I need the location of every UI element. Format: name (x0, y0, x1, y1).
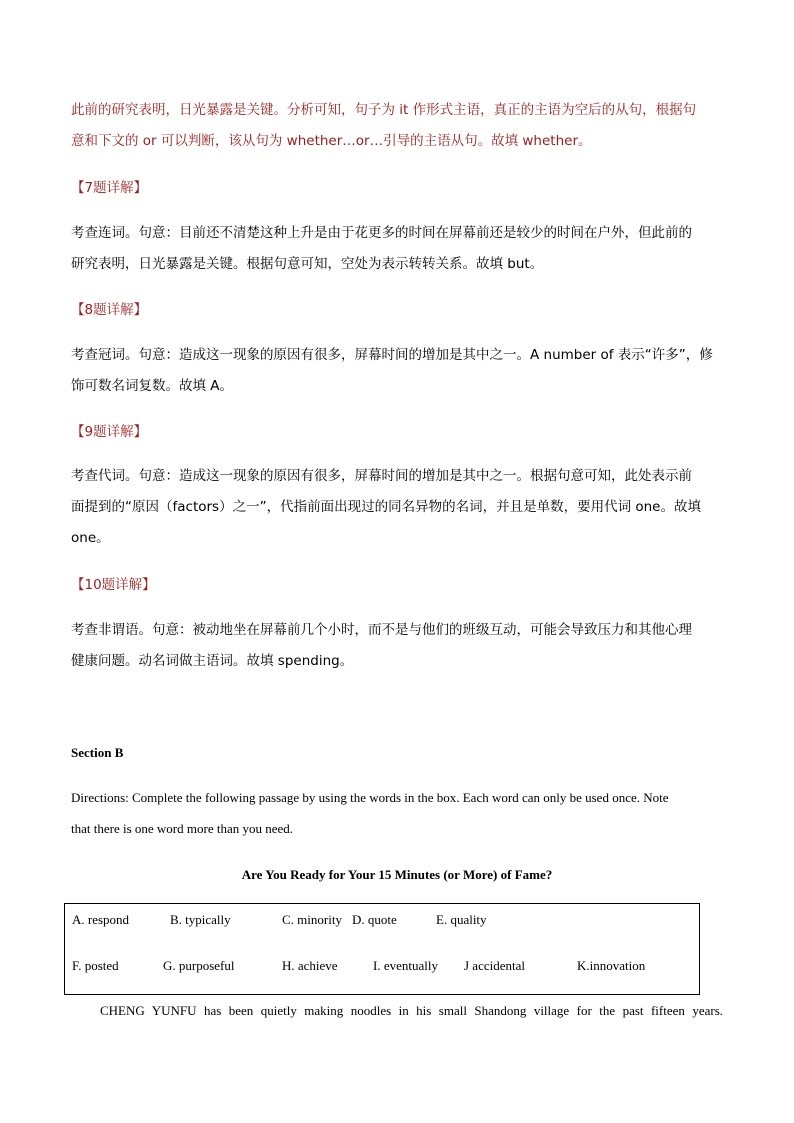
q8-line-2: 饰可数名词复数。故填 A。 (71, 378, 234, 394)
q10-heading: 【10题详解】 (71, 577, 156, 593)
word-option: F. posted (72, 958, 119, 973)
q7-line-2: 研究表明，日光暴露是关键。根据句意可知，空处为表示转转关系。故填 but。 (71, 256, 544, 272)
q9-explanation (71, 461, 723, 554)
previous-answer-line-2: 意和下文的 or 可以判断，该从句为 whether…or…引导的主语从句。故填 whether。 (71, 133, 592, 149)
directions-line-1: Directions: Complete the following passage by using the words in the box. Each word can only be used once. Note (71, 790, 669, 805)
q8-line-1: 考查冠词。句意：造成这一现象的原因有很多，屏幕时间的增加是其中之一。A number of 表示“许多”，修 (71, 347, 713, 363)
word-option: C. minority (282, 912, 342, 927)
previous-answer-line-1: 此前的研究表明，日光暴露是关键。分析可知，句子为 it 作形式主语，真正的主语为空后的从句，根据句 (71, 102, 697, 118)
directions (71, 782, 723, 844)
word-option: K.innovation (577, 958, 646, 973)
word-option: I. eventually (373, 958, 438, 973)
word-option: A. respond (72, 912, 130, 927)
q9-line-3: one。 (71, 530, 110, 546)
q8-heading: 【8题详解】 (71, 302, 148, 318)
q7-explanation (71, 218, 723, 280)
q10-line-2: 健康问题。动名词做主语词。故填 spending。 (71, 653, 354, 669)
word-option: B. typically (170, 912, 231, 927)
word-option: D. quote (352, 912, 397, 927)
q7-line-1: 考查连词。句意：目前还不清楚这种上升是由于花更多的时间在屏幕前还是较少的时间在户外，但此前的 (71, 225, 692, 241)
word-option: H. achieve (282, 958, 338, 973)
previous-answer-paragraph (71, 95, 723, 157)
section-title: Section B (71, 745, 124, 760)
q9-line-2: 面提到的“原因（factors）之一”，代指前面出现过的同名异物的名词，并且是单数，要用代词 one。故填 (71, 499, 701, 515)
passage-title: Are You Ready for Your 15 Minutes (or More) of Fame? (241, 867, 553, 882)
q9-line-1: 考查代词。句意：造成这一现象的原因有很多，屏幕时间的增加是其中之一。根据句意可知，此处表示前 (71, 468, 692, 484)
word-option: J accidental (464, 958, 525, 973)
word-option: E. quality (436, 912, 487, 927)
q10-line-1: 考查非谓语。句意：被动地坐在屏幕前几个小时，而不是与他们的班级互动，可能会导致压力和其他心理 (71, 622, 692, 638)
passage-first-line: CHENG YUNFU has been quietly making noodles in his small Shandong village for the past fifteen years. (100, 1003, 723, 1018)
word-option: G. purposeful (163, 958, 235, 973)
q10-explanation (71, 615, 723, 677)
directions-line-2: that there is one word more than you need. (71, 821, 294, 836)
q8-explanation (71, 340, 723, 402)
q7-heading: 【7题详解】 (71, 180, 148, 196)
word-box (64, 903, 700, 995)
q9-heading: 【9题详解】 (71, 424, 148, 440)
